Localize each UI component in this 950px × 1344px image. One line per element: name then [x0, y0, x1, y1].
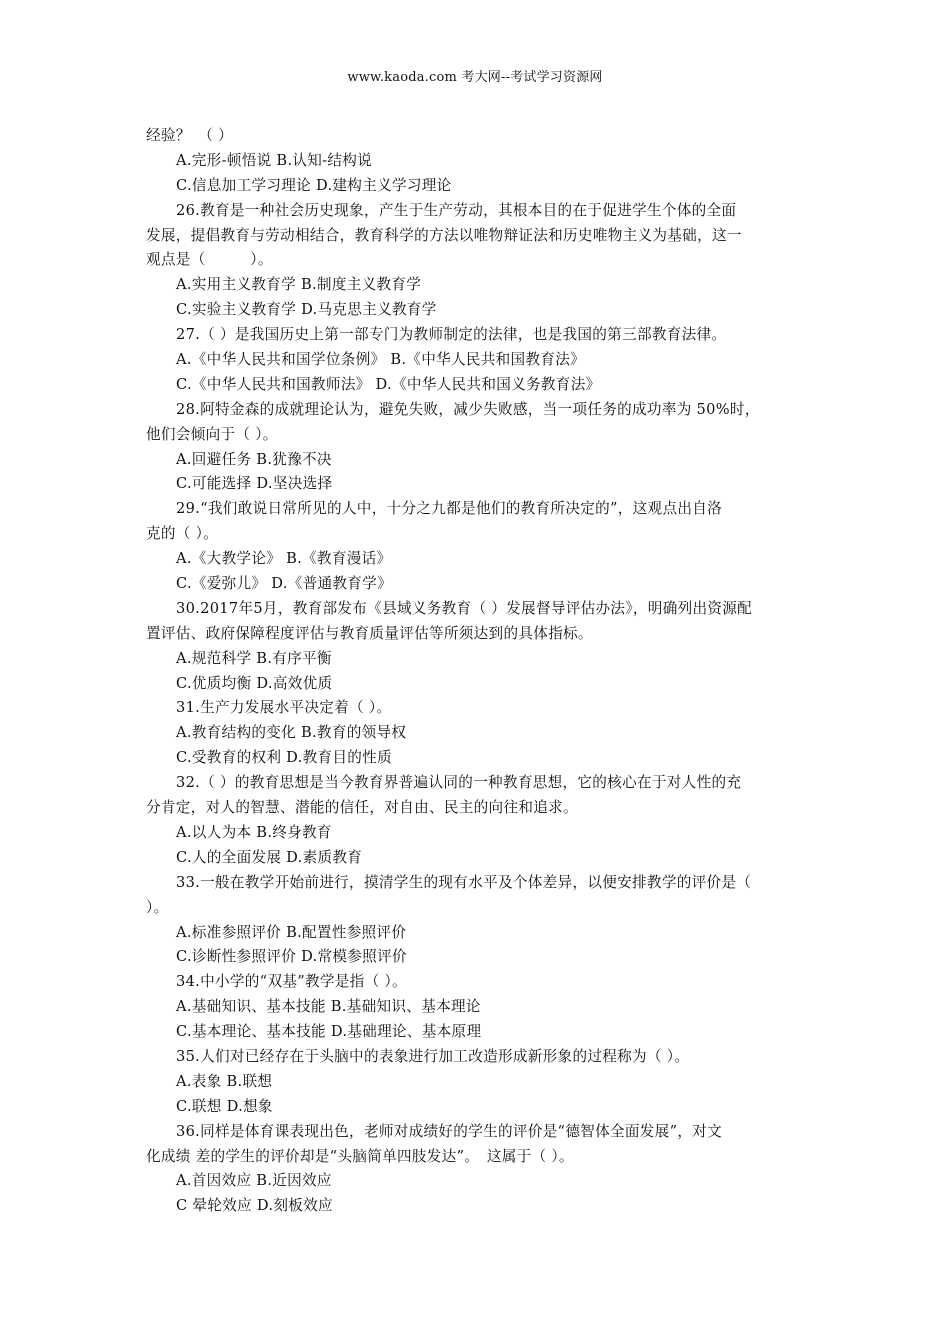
text-line: C.人的全面发展 D.素质教育 [176, 848, 363, 866]
text-line: 35.人们对已经存在于头脑中的表象进行加工改造形成新形象的过程称为（ ）。 [176, 1047, 690, 1065]
text-line: C.实验主义教育学 D.马克思主义教育学 [176, 301, 437, 319]
text-line: 26.教育是一种社会历史现象，产生于生产劳动，其根本目的在于促进学生个体的全面 [176, 201, 737, 219]
text-line: A.以人为本 B.终身教育 [176, 823, 332, 841]
text-line: 32.（ ）的教育思想是当今教育界普遍认同的一种教育思想，它的核心在于对人性的充 [176, 774, 742, 792]
text-line: 观点是（ ）。 [146, 251, 273, 269]
text-line: 34.中小学的“双基”教学是指（ ）。 [176, 973, 407, 991]
text-line: C.信息加工学习理论 D.建构主义学习理论 [176, 176, 452, 194]
text-line: C.《中华人民共和国教师法》 D.《中华人民共和国义务教育法》 [176, 375, 601, 393]
text-line: A.《中华人民共和国学位条例》 B.《中华人民共和国教育法》 [176, 351, 586, 369]
text-line: A.基础知识、基本技能 B.基础知识、基本理论 [176, 998, 481, 1016]
text-line: A.《大教学论》 B.《教育漫话》 [176, 550, 392, 568]
text-line: C.优质均衡 D.高效优质 [176, 674, 333, 692]
text-line: 29.“我们敢说日常所见的人中，十分之九都是他们的教育所决定的”，这观点出自洛 [176, 500, 723, 518]
text-line: C.可能选择 D.坚决选择 [176, 475, 333, 493]
text-line: 28.阿特金森的成就理论认为，避免失败，减少失败感，当一项任务的成功率为 50%时， [176, 400, 760, 418]
text-line: C.诊断性参照评价 D.常模参照评价 [176, 948, 407, 966]
text-line: 克的（ ）。 [146, 525, 219, 543]
text-line: A.实用主义教育学 B.制度主义教育学 [176, 276, 422, 294]
text-line: C.《爱弥儿》 D.《普通教育学》 [176, 575, 392, 593]
text-line: 经验？ （ ） [146, 127, 234, 144]
text-line: 27.（ ）是我国历史上第一部专门为教师制定的法律，也是我国的第三部教育法律。 [176, 326, 727, 344]
text-line: A.回避任务 B.犹豫不决 [176, 450, 332, 468]
text-line: 化成绩 差的学生的评价却是“头脑简单四肢发达”。 这属于（ ）。 [146, 1147, 574, 1165]
text-line: C 晕轮效应 D.刻板效应 [176, 1197, 333, 1215]
text-line: A.表象 B.联想 [176, 1072, 273, 1090]
text-line: 发展，提倡教育与劳动相结合，教育科学的方法以唯物辩证法和历史唯物主义为基础，这一 [146, 226, 742, 244]
text-line: A.教育结构的变化 B.教育的领导权 [176, 724, 407, 742]
text-line: 31.生产力发展水平决定着（ ）。 [176, 699, 392, 717]
text-line: ）。 [146, 898, 169, 916]
text-line: 置评估、政府保障程度评估与教育质量评估等所须达到的具体指标。 [146, 624, 593, 642]
text-line: 分肯定，对人的智慧、潜能的信任，对自由、民主的向往和追求。 [146, 799, 578, 817]
text-line: 他们会倾向于（ ）。 [146, 425, 278, 443]
text-line: A.规范科学 B.有序平衡 [176, 649, 332, 667]
text-line: A.完形-顿悟说 B.认知-结构说 [176, 151, 373, 169]
text-line: C.受教育的权利 D.教育目的性质 [176, 749, 392, 767]
text-line: C.联想 D.想象 [176, 1097, 273, 1115]
document-body [146, 124, 810, 1219]
text-line: 33.一般在教学开始前进行，摸清学生的现有水平及个体差异，以便安排教学的评价是（ [176, 873, 752, 891]
text-line: A.标准参照评价 B.配置性参照评价 [176, 923, 407, 941]
text-line: 36.同样是体育课表现出色，老师对成绩好的学生的评价是“德智体全面发展”，对文 [176, 1122, 723, 1140]
text-line: C.基本理论、基本技能 D.基础理论、基本原理 [176, 1023, 482, 1041]
page-header: www.kaoda.com 考大网--考试学习资源网 [347, 70, 603, 85]
text-line: 30.2017年5月，教育部发布《县域义务教育（ ）发展督导评估办法》，明确列出资源配 [176, 599, 753, 617]
text-line: A.首因效应 B.近因效应 [176, 1172, 332, 1190]
